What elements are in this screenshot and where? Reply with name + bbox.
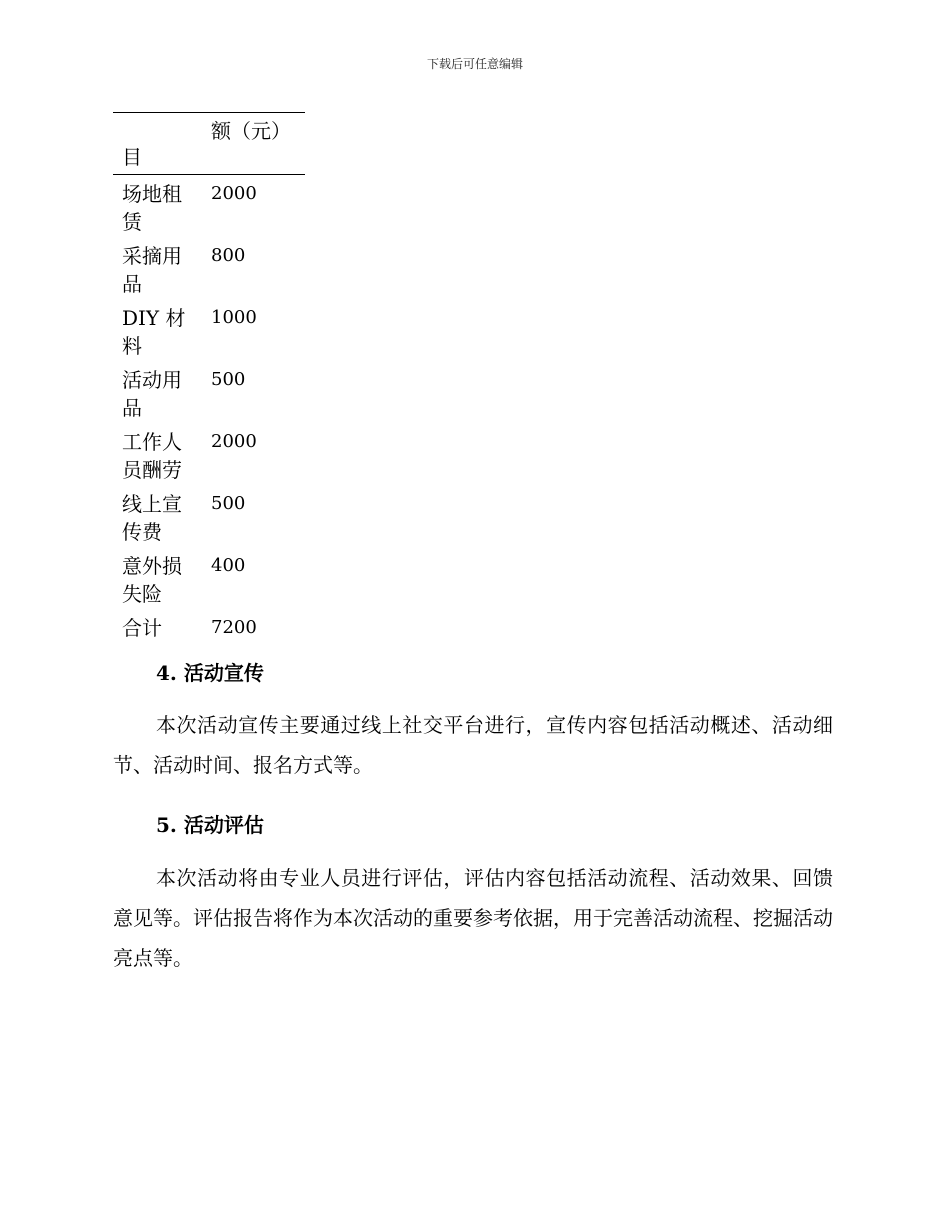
row-amount: 400 (211, 555, 246, 576)
page-header-note: 下载后可任意编辑 (426, 57, 523, 71)
row-amount: 1000 (211, 307, 257, 328)
table-header (113, 113, 305, 175)
row-item: 活动用品 (122, 368, 182, 420)
table-row (113, 361, 305, 423)
row-item: 合计 (122, 616, 162, 640)
section-heading-promotion: 4. 活动宣传 (156, 661, 264, 685)
row-amount: 500 (211, 493, 246, 514)
row-amount: 7200 (211, 617, 257, 638)
row-item: DIY 材料 (122, 306, 186, 358)
row-amount: 500 (211, 369, 246, 390)
row-item: 工作人员酬劳 (122, 430, 182, 482)
table-row (113, 547, 305, 609)
section-heading-evaluation: 5. 活动评估 (156, 813, 264, 837)
row-item: 采摘用品 (122, 244, 182, 296)
section-paragraph-evaluation: 本次活动将由专业人员进行评估，评估内容包括活动流程、活动效果、回馈意见等。评估报告将作为本次活动的重要参考依据，用于完善活动流程、挖掘活动亮点等。 (113, 866, 833, 970)
table-row (113, 175, 305, 237)
row-amount: 2000 (211, 183, 257, 204)
table-row-total (113, 609, 305, 645)
row-amount: 2000 (211, 431, 257, 452)
section-paragraph-promotion: 本次活动宣传主要通过线上社交平台进行，宣传内容包括活动概述、活动细节、活动时间、报名方式等。 (113, 713, 833, 777)
table-row (113, 423, 305, 485)
row-item: 场地租赁 (122, 182, 182, 234)
header-item: 目 (122, 145, 142, 169)
table-row (113, 485, 305, 547)
row-item: 意外损失险 (122, 554, 182, 606)
row-amount: 800 (211, 245, 246, 266)
table-row (113, 299, 305, 361)
row-item: 线上宣传费 (122, 492, 182, 544)
table-row (113, 237, 305, 299)
budget-table (113, 112, 305, 645)
header-amount: 额（元） (211, 119, 291, 143)
